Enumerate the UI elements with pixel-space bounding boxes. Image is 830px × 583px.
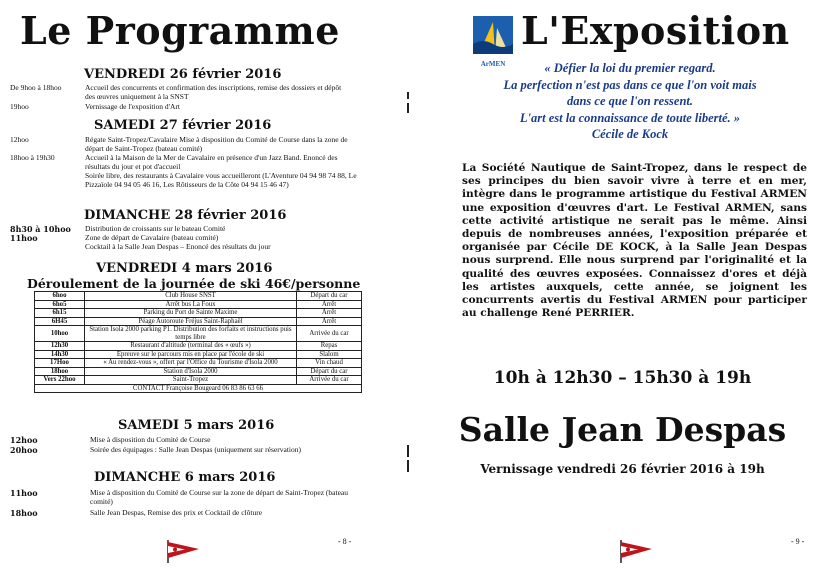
ski-schedule-table xyxy=(34,291,362,393)
quote-line: dans ce que l'on ressent. xyxy=(566,94,694,109)
table-row xyxy=(35,359,362,368)
fold-mark xyxy=(407,103,409,113)
day-heading: DIMANCHE 6 mars 2016 xyxy=(94,470,276,485)
table-cell-time: 6hoo xyxy=(35,292,85,301)
table-cell-desc: Station Isola 2000 parking P1. Distribution des forfaits et instructions puis temps libre xyxy=(85,326,297,342)
row-text: Mise à disposition du Comité de Course xyxy=(90,435,211,444)
row-text: Distribution de croissants sur le bateau Comité xyxy=(85,224,226,233)
body-paragraph: La Société Nautique de Saint-Tropez, dans le respect de ses principes du bien savoir vivre à terre et en mer, intègre dans le programme artistique du Festival ARMEN une exposition d'œuvres d'art. Le Festival ARMEN, sans cette activité artistique ne serait pas le même. Ainsi depuis de nombreuses années, l'exposition préparée et organisée par Cécile DE KOCK, à la Salle Jean Despas nous surprend. Elle nous surprend par l'originalité et la qualité des œuvres exposées. Connaissez d'ores et déjà les artistes auxquels, cette année, se joignent les concurrents avertis du Festival ARMEN pour participer au challenge René PERRIER. xyxy=(462,162,807,320)
table-row xyxy=(35,300,362,309)
row-time: 18hoo xyxy=(10,508,38,518)
table-cell-time: 6ho5 xyxy=(35,300,85,309)
table-row xyxy=(35,326,362,342)
table-cell-note: Arrivée du car xyxy=(297,376,362,385)
table-cell-time: 10hoo xyxy=(35,326,85,342)
table-cell-time: 18hoo xyxy=(35,367,85,376)
table-row xyxy=(35,376,362,385)
table-row xyxy=(35,367,362,376)
row-time: 12hoo xyxy=(10,435,38,445)
row-text: Accueil à la Maison de la Mer de Cavalaire en présence d'un Jazz Band. Enoncé des résultats du jour et pot d'accueil Soirée libre, des restaurants à Cavalaire vous accueilleront (L'Aventure 04 94 98 74 88, Le Pizzaïole 04 94 05 46 16, Les Rôtisseurs de la Côte 04 94 15 46 47) xyxy=(85,153,357,189)
table-row xyxy=(35,292,362,301)
row-time: 19hoo xyxy=(10,102,29,111)
table-row xyxy=(35,317,362,326)
day-heading: SAMEDI 5 mars 2016 xyxy=(118,418,275,433)
table-cell-desc: Arrêt bus La Foux xyxy=(85,300,297,309)
table-cell-time: 6h15 xyxy=(35,309,85,318)
quote-author: Cécile de Kock xyxy=(591,127,669,142)
row-time: 8h30 à 10hoo xyxy=(10,224,71,234)
table-cell-desc: Restaurant d'altitude (terminal des « œufs ») xyxy=(85,342,297,351)
page-title: L'Exposition xyxy=(521,8,790,53)
quote-line: « Défier la loi du premier regard. xyxy=(544,61,716,75)
row-text: Salle Jean Despas, Remise des prix et Cocktail de clôture xyxy=(90,508,263,517)
table-cell-note: Départ du car xyxy=(297,292,362,301)
row-text: Zone de départ de Cavalaire (bateau comité) Cocktail à la Salle Jean Despas – Enoncé des résultats du jour xyxy=(85,233,271,251)
armen-logo-icon xyxy=(471,14,515,66)
quote-block xyxy=(445,60,815,143)
burgee-flag-icon xyxy=(165,538,203,564)
table-cell-time: 14h30 xyxy=(35,350,85,359)
table-contact: CONTACT Françoise Bougeard 06 83 86 63 66 xyxy=(35,384,362,393)
right-page xyxy=(415,0,830,583)
row-time: 20hoo xyxy=(10,445,38,455)
table-row xyxy=(35,350,362,359)
row-time: 11hoo xyxy=(10,488,38,498)
vernissage-line: Vernissage vendredi 26 février 2016 à 19h xyxy=(480,462,765,476)
table-cell-note: Arrêt xyxy=(297,309,362,318)
table-cell-desc: Club House SNST xyxy=(85,292,297,301)
quote-line: L'art est la connaissance de toute liberté. » xyxy=(519,110,741,125)
table-cell-desc: Parking du Port de Sainte Maxime xyxy=(85,309,297,318)
row-text: Soirée des équipages : Salle Jean Despas (uniquement sur réservation) xyxy=(90,445,301,454)
fold-mark xyxy=(407,445,409,457)
day-heading: SAMEDI 27 février 2016 xyxy=(94,118,272,133)
ski-heading: Déroulement de la journée de ski 46€/personne xyxy=(27,276,361,291)
day-heading: VENDREDI 4 mars 2016 xyxy=(96,261,273,276)
table-cell-note: Vin chaud xyxy=(297,359,362,368)
table-cell-note: Repas xyxy=(297,342,362,351)
table-cell-desc: « Au rendez-vous », offert par l'Office du Tourisme d'Isola 2000 xyxy=(85,359,297,368)
table-row xyxy=(35,342,362,351)
page-title: Le Programme xyxy=(20,8,340,53)
opening-hours: 10h à 12h30 – 15h30 à 19h xyxy=(493,368,752,388)
row-time: 12hoo xyxy=(10,135,29,144)
row-text: Mise à disposition du Comité de Course sur la zone de départ de Saint-Tropez (bateau comité) xyxy=(90,488,348,506)
table-cell-desc: Epreuve sur le parcours mis en place par l'école de ski xyxy=(85,350,297,359)
row-time: 18hoo à 19h30 xyxy=(10,153,55,162)
fold-mark xyxy=(407,460,409,472)
day-heading: VENDREDI 26 février 2016 xyxy=(84,67,282,82)
table-cell-note: Arrêt xyxy=(297,317,362,326)
table-cell-time: 6H45 xyxy=(35,317,85,326)
table-cell-note: Arrivée du car xyxy=(297,326,362,342)
table-cell-desc: Saint-Tropez xyxy=(85,376,297,385)
table-cell-note: Arrêt xyxy=(297,300,362,309)
row-text: Vernissage de l'exposition d'Art xyxy=(85,102,180,111)
table-cell-time: 17Hoo xyxy=(35,359,85,368)
table-cell-time: Vers 22hoo xyxy=(35,376,85,385)
row-text: Régate Saint-Tropez/Cavalaire Mise à disposition du Comité de Course dans la zone de départ de Saint-Tropez (bateau comité) xyxy=(85,135,348,153)
table-cell-time: 12h30 xyxy=(35,342,85,351)
page-number: - 9 - xyxy=(791,537,805,546)
table-row xyxy=(35,384,362,393)
table-cell-note: Slalom xyxy=(297,350,362,359)
quote-line: La perfection n'est pas dans ce que l'on voit mais xyxy=(503,77,757,92)
venue-name: Salle Jean Despas xyxy=(458,410,787,449)
fold-mark xyxy=(407,92,409,99)
row-time: De 9hoo à 18hoo xyxy=(10,83,62,92)
logo-caption: ArMEN xyxy=(480,60,506,68)
table-cell-desc: Péage Autoroute Fréjus Saint-Raphaël xyxy=(85,317,297,326)
table-cell-note: Départ du car xyxy=(297,367,362,376)
page-number: - 8 - xyxy=(338,537,352,546)
day-heading: DIMANCHE 28 février 2016 xyxy=(84,208,287,223)
burgee-flag-icon xyxy=(618,538,656,564)
row-time: 11hoo xyxy=(10,233,38,243)
table-row xyxy=(35,309,362,318)
table-cell-desc: Station d'Isola 2000 xyxy=(85,367,297,376)
row-text: Accueil des concurrents et confirmation des inscriptions, remise des dossiers et dépôt des œuvres uniquement à la SNST xyxy=(85,83,342,101)
